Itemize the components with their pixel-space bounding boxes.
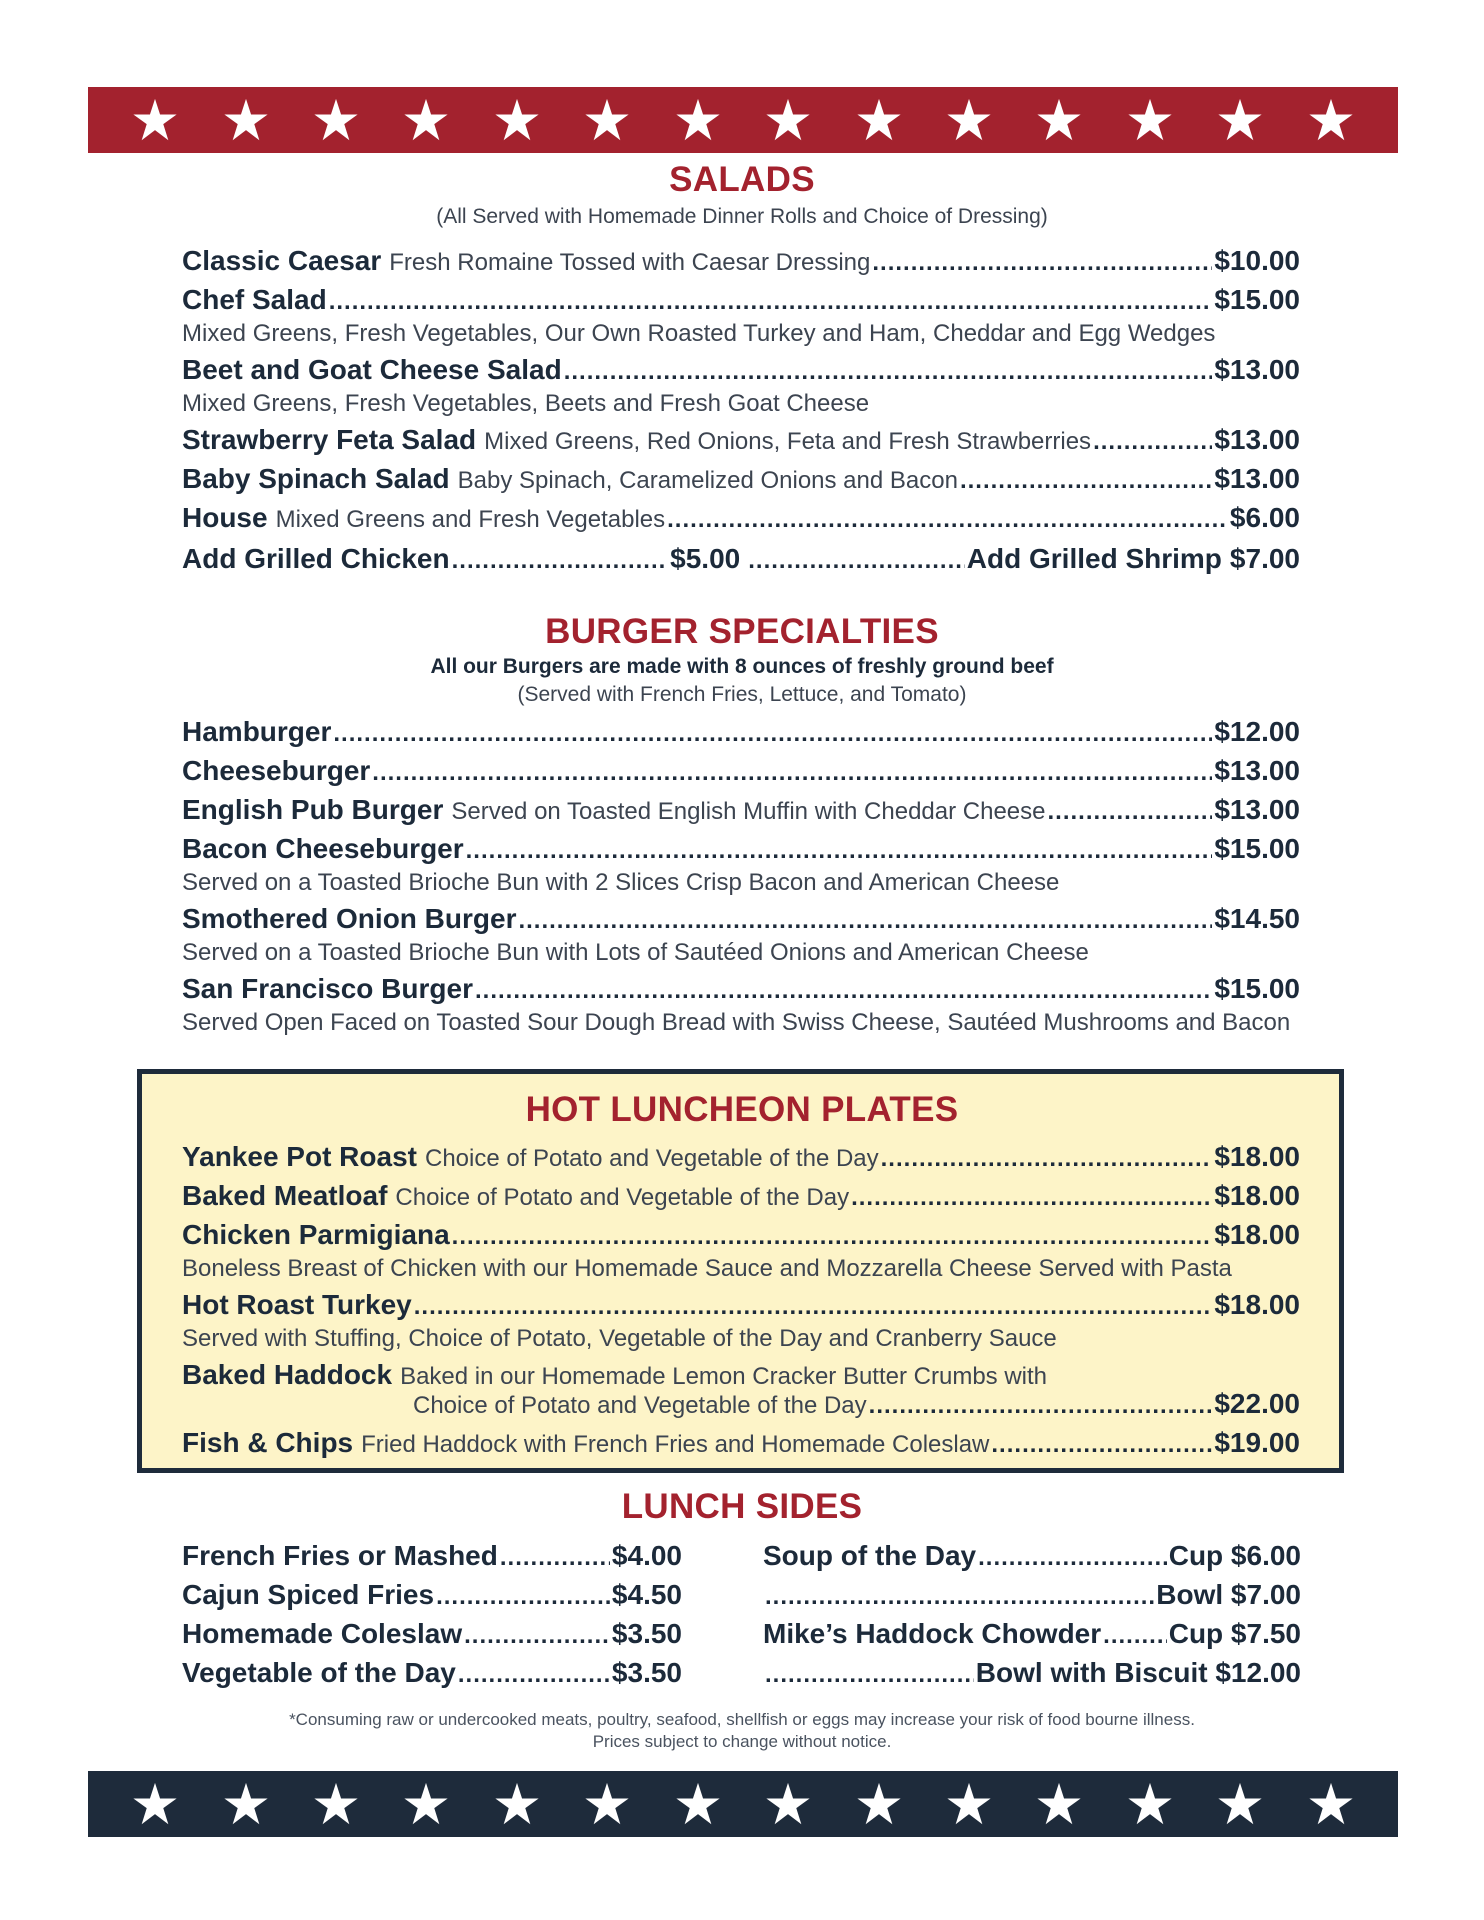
item-name: Baked Haddock [182, 1359, 393, 1390]
side-price: $3.50 [611, 1618, 682, 1649]
star-icon [1308, 1781, 1354, 1827]
menu-item-beet-goat-cheese [182, 354, 1300, 390]
item-description: Mixed Greens, Fresh Vegetables, Our Own Roasted Turkey and Ham, Cheddar and Egg Wedges [182, 320, 1216, 347]
side-item [763, 1618, 1301, 1654]
item-inline-desc: Choice of Potato and Vegetable of the Day [395, 1184, 850, 1211]
star-icon [403, 97, 449, 143]
item-price: $15.00 [1214, 973, 1300, 1004]
item-price: $12.00 [1214, 716, 1300, 747]
star-icon [1036, 1781, 1082, 1827]
price-change-note: Prices subject to change without notice. [592, 1732, 892, 1751]
star-icon [1308, 97, 1354, 143]
dot-leader [564, 358, 1213, 386]
dot-leader [329, 288, 1213, 316]
item-name: English Pub Burger [182, 794, 444, 825]
dot-leader [464, 1622, 610, 1650]
side-price: $4.00 [611, 1540, 682, 1571]
item-name: Cheeseburger [182, 755, 371, 786]
item-price: $18.00 [1214, 1219, 1300, 1250]
star-icon [1127, 97, 1173, 143]
dot-leader [869, 1392, 1213, 1420]
dot-leader [458, 1661, 610, 1689]
item-price: $15.00 [1214, 833, 1300, 864]
dot-leader [452, 547, 669, 575]
addon-shrimp-price: $7.00 [1229, 543, 1300, 574]
menu-item-hot-roast-turkey [182, 1289, 1300, 1325]
item-name: Chef Salad [182, 284, 327, 315]
menu-item-english-pub-burger [182, 794, 1300, 830]
item-name: Beet and Goat Cheese Salad [182, 354, 562, 385]
item-description: Choice of Potato and Vegetable of the Day [413, 1392, 867, 1419]
item-name: Smothered Onion Burger [182, 903, 517, 934]
menu-item-yankee-pot-roast [182, 1141, 1300, 1177]
star-icon [946, 97, 992, 143]
item-name: Hamburger [182, 716, 332, 747]
side-name: Cajun Spiced Fries [182, 1579, 435, 1610]
side-item [763, 1579, 1301, 1615]
item-price: $13.00 [1214, 424, 1300, 455]
dot-leader [667, 506, 1228, 534]
item-inline-desc: Served on Toasted English Muffin with Cheddar Cheese [451, 798, 1046, 825]
menu-item-cheeseburger [182, 755, 1300, 791]
bottom-star-banner [88, 1771, 1398, 1837]
side-price: Cup $6.00 [1168, 1540, 1301, 1571]
item-price: $15.00 [1214, 284, 1300, 315]
side-item [182, 1579, 682, 1615]
dot-leader [960, 467, 1212, 495]
side-price: Bowl $7.00 [1156, 1579, 1301, 1610]
item-description: Served on a Toasted Brioche Bun with Lots of Sautéed Onions and American Cheese [182, 939, 1089, 966]
item-inline-desc: Mixed Greens and Fresh Vegetables [275, 506, 666, 533]
item-inline-desc: Fresh Romaine Tossed with Caesar Dressing [389, 249, 871, 276]
addon-chicken-price: $5.00 [670, 543, 741, 574]
side-item [763, 1657, 1301, 1693]
side-item [763, 1540, 1301, 1576]
menu-item-house [182, 502, 1300, 538]
menu-item-baked-haddock-line2 [413, 1388, 1300, 1424]
star-icon [675, 1781, 721, 1827]
item-price: $6.00 [1229, 502, 1300, 533]
hot-plates-title: HOT LUNCHEON PLATES [525, 1090, 959, 1129]
item-price: $22.00 [1214, 1388, 1300, 1419]
dot-leader [765, 1583, 1154, 1611]
star-icon [223, 97, 269, 143]
item-price: $18.00 [1214, 1141, 1300, 1172]
menu-item-fish-and-chips [182, 1427, 1300, 1463]
dot-leader [765, 1661, 974, 1689]
burgers-subtitle-bold: All our Burgers are made with 8 ounces of freshly ground beef [430, 655, 1054, 678]
item-description: Served with Stuffing, Choice of Potato, Vegetable of the Day and Cranberry Sauce [182, 1325, 1057, 1352]
dot-leader [1093, 428, 1212, 456]
menu-item-chef-salad [182, 284, 1300, 320]
addon-shrimp-label: Add Grilled Shrimp [966, 543, 1222, 574]
item-inline-desc: Choice of Potato and Vegetable of the Day [424, 1145, 879, 1172]
item-name: Fish & Chips [182, 1427, 354, 1458]
dot-leader [333, 720, 1212, 748]
star-icon [223, 1781, 269, 1827]
item-description: Boneless Breast of Chicken with our Homemade Sauce and Mozzarella Cheese Served with Pasta [182, 1255, 1232, 1282]
dot-leader [372, 759, 1212, 787]
star-icon [584, 97, 630, 143]
burgers-subtitle: (Served with French Fries, Lettuce, and Tomato) [517, 683, 967, 706]
star-icon [494, 1781, 540, 1827]
dot-leader [452, 1223, 1213, 1251]
star-icon [132, 97, 178, 143]
menu-item-baked-meatloaf [182, 1180, 1300, 1216]
star-icon [132, 1781, 178, 1827]
side-name: Homemade Coleslaw [182, 1618, 463, 1649]
star-icon [584, 1781, 630, 1827]
dot-leader [881, 1145, 1213, 1173]
item-name: San Francisco Burger [182, 973, 473, 1004]
salads-subtitle: (All Served with Homemade Dinner Rolls and Choice of Dressing) [436, 205, 1048, 228]
salads-title: SALADS [669, 160, 815, 199]
menu-item-bacon-cheeseburger [182, 833, 1300, 869]
item-name: Classic Caesar [182, 245, 382, 276]
item-name: Yankee Pot Roast [182, 1141, 417, 1172]
star-icon [856, 1781, 902, 1827]
dot-leader [991, 1431, 1212, 1459]
addon-chicken-label: Add Grilled Chicken [182, 543, 450, 574]
dot-leader [872, 249, 1212, 277]
star-icon [1036, 97, 1082, 143]
side-price: $3.50 [611, 1657, 682, 1688]
star-icon [765, 1781, 811, 1827]
item-price: $18.00 [1214, 1289, 1300, 1320]
menu-item-smothered-onion-burger [182, 903, 1300, 939]
sides-title: LUNCH SIDES [621, 1487, 863, 1526]
menu-item-baby-spinach [182, 463, 1300, 499]
item-price: $13.00 [1214, 354, 1300, 385]
item-price: $14.50 [1214, 903, 1300, 934]
item-name: Baked Meatloaf [182, 1180, 388, 1211]
item-inline-desc: Baby Spinach, Caramelized Onions and Bacon [457, 467, 958, 494]
dot-leader [748, 547, 965, 575]
dot-leader [978, 1544, 1167, 1572]
top-star-banner [88, 87, 1398, 153]
star-icon [1217, 97, 1263, 143]
item-name: Chicken Parmigiana [182, 1219, 450, 1250]
item-description: Served on a Toasted Brioche Bun with 2 Slices Crisp Bacon and American Cheese [182, 869, 1060, 896]
item-name: Baby Spinach Salad [182, 463, 450, 494]
item-price: $10.00 [1214, 245, 1300, 276]
star-icon [403, 1781, 449, 1827]
dot-leader [1103, 1622, 1167, 1650]
menu-item-san-francisco-burger [182, 973, 1300, 1009]
star-icon [765, 97, 811, 143]
side-item [182, 1657, 682, 1693]
salad-addons [182, 543, 1300, 579]
menu-item-hamburger [182, 716, 1300, 752]
star-icon [313, 97, 359, 143]
item-inline-desc: Mixed Greens, Red Onions, Feta and Fresh Strawberries [484, 428, 1092, 455]
item-name: Strawberry Feta Salad [182, 424, 477, 455]
dot-leader [414, 1293, 1213, 1321]
item-name: House [182, 502, 268, 533]
side-price: $4.50 [611, 1579, 682, 1610]
side-price: Bowl with Biscuit $12.00 [975, 1657, 1301, 1688]
side-name: Soup of the Day [763, 1540, 977, 1571]
star-icon [494, 97, 540, 143]
item-price: $13.00 [1214, 794, 1300, 825]
dot-leader [1048, 798, 1213, 826]
side-item [182, 1618, 682, 1654]
item-price: $13.00 [1214, 755, 1300, 786]
dot-leader [851, 1184, 1212, 1212]
star-icon [313, 1781, 359, 1827]
star-icon [856, 97, 902, 143]
side-name: French Fries or Mashed [182, 1540, 498, 1571]
side-name: Mike’s Haddock Chowder [763, 1618, 1102, 1649]
item-inline-desc: Baked in our Homemade Lemon Cracker Butter Crumbs with [400, 1363, 1048, 1390]
item-price: $13.00 [1214, 463, 1300, 494]
item-description: Served Open Faced on Toasted Sour Dough Bread with Swiss Cheese, Sautéed Mushrooms and Bacon [182, 1009, 1291, 1036]
item-name: Hot Roast Turkey [182, 1289, 412, 1320]
menu-item-chicken-parmigiana [182, 1219, 1300, 1255]
menu-item-strawberry-feta [182, 424, 1300, 460]
star-icon [1217, 1781, 1263, 1827]
item-inline-desc: Fried Haddock with French Fries and Homemade Coleslaw [361, 1431, 990, 1458]
dot-leader [466, 837, 1213, 865]
item-price: $19.00 [1214, 1427, 1300, 1458]
item-description: Mixed Greens, Fresh Vegetables, Beets and Fresh Goat Cheese [182, 390, 870, 417]
dot-leader [500, 1544, 610, 1572]
star-icon [946, 1781, 992, 1827]
food-safety-disclaimer: *Consuming raw or undercooked meats, poultry, seafood, shellfish or eggs may increase your risk of food bourne illness. [289, 1710, 1195, 1729]
dot-leader [436, 1583, 610, 1611]
dot-leader [518, 907, 1212, 935]
item-name: Bacon Cheeseburger [182, 833, 464, 864]
menu-item-classic-caesar [182, 245, 1300, 281]
star-icon [1127, 1781, 1173, 1827]
burgers-title: BURGER SPECIALTIES [545, 612, 939, 651]
side-item [182, 1540, 682, 1576]
side-price: Cup $7.50 [1168, 1618, 1301, 1649]
side-name: Vegetable of the Day [182, 1657, 456, 1688]
item-price: $18.00 [1214, 1180, 1300, 1211]
star-icon [675, 97, 721, 143]
dot-leader [475, 977, 1212, 1005]
